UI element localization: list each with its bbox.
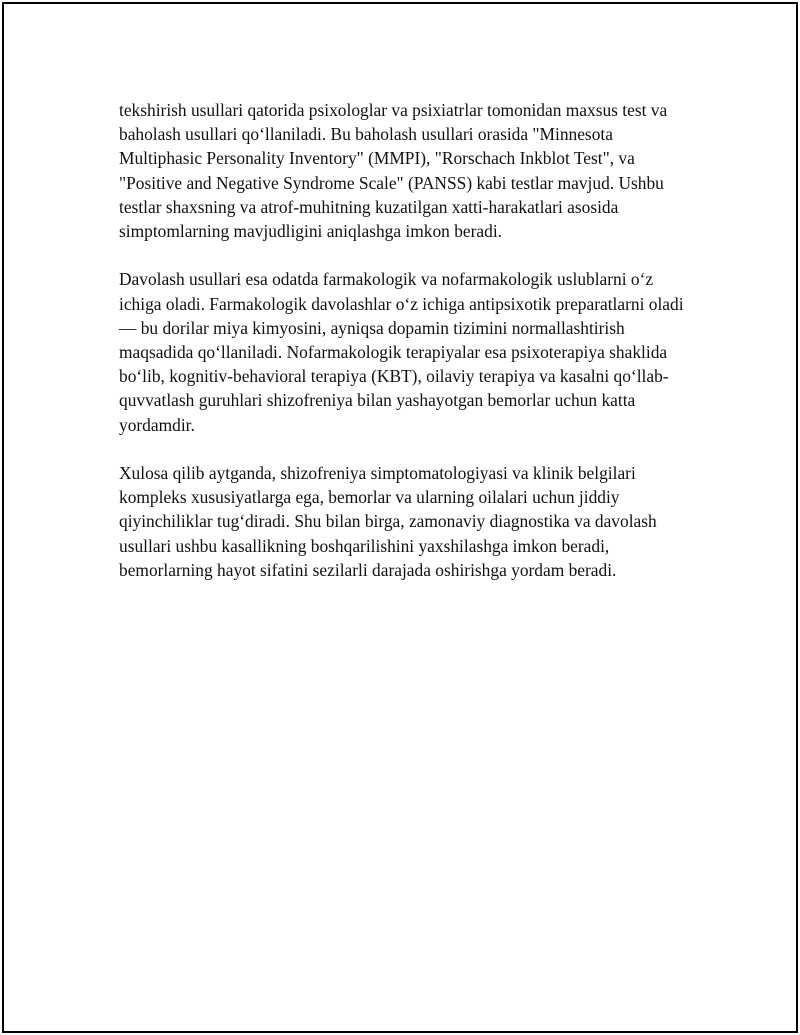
paragraph-conclusion: Xulosa qilib aytganda, shizofreniya simptomatologiyasi va klinik belgilari kompleks xususiyatlarga ega, bemorlar va ularning oilalari uchun jiddiy qiyinchiliklar tug‘diradi. Shu bilan birga, zamonaviy diagnostika va davolash usullari ushbu kasallikning boshqarilishini yaxshilashga imkon beradi, bemorlarning hayot sifatini sezilarli darajada oshirishga yordam beradi. (119, 463, 657, 580)
document-body (119, 98, 699, 606)
document-page (2, 2, 798, 1033)
paragraph-treatment-methods: Davolash usullari esa odatda farmakologik va nofarmakologik uslublarni o‘z ichiga oladi. Farmakologik davolashlar o‘z ichiga antipsixotik preparatlarni oladi — bu dorilar miya kimyosini, ayniqsa dopamin tizimini normallashtirish maqsadida qo‘llaniladi. Nofarmakologik terapiyalar esa psixoterapiya shaklida bo‘lib, kognitiv-behavioral terapiya (KBT), oilaviy terapiya va kasalni qo‘llab-quvvatlash guruhlari shizofreniya bilan yashayotgan bemorlar uchun katta yordamdir. (119, 269, 684, 435)
paragraph-diagnostic-tests: tekshirish usullari qatorida psixologlar va psixiatrlar tomonidan maxsus test va baholash usullari qo‘llaniladi. Bu baholash usullari orasida "Minnesota Multiphasic Personality Inventory" (MMPI), "Rorschach Inkblot Test", va "Positive and Negative Syndrome Scale" (PANSS) kabi testlar mavjud. Ushbu testlar shaxsning va atrof-muhitning kuzatilgan xatti-harakatlari asosida simptomlarning mavjudligini aniqlashga imkon beradi. (119, 100, 668, 242)
